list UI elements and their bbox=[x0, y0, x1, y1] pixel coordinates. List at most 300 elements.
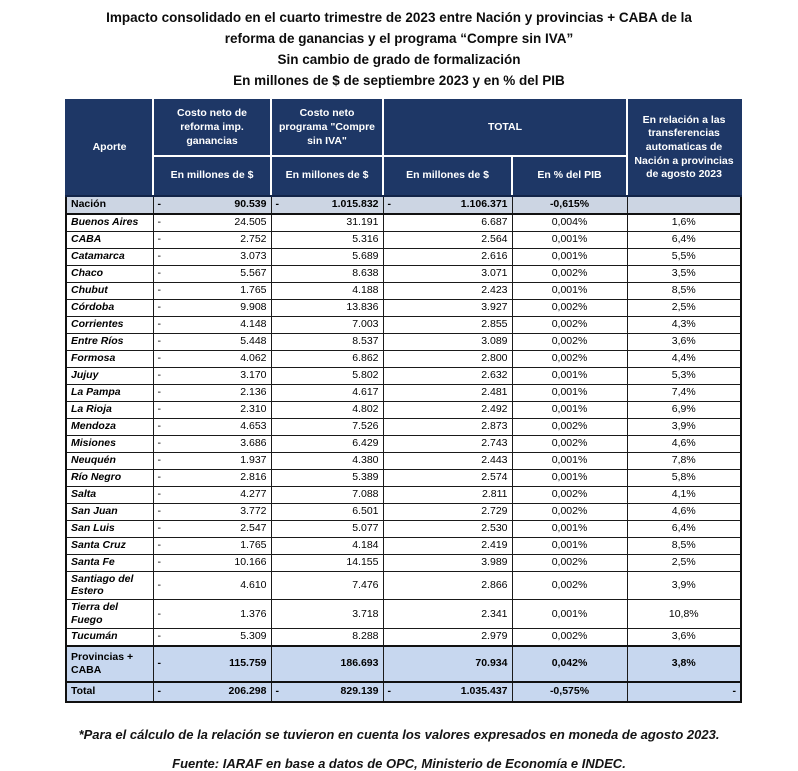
row-label: Córdoba bbox=[66, 299, 153, 316]
cell-relacion: 6,4% bbox=[627, 520, 741, 537]
negative-sign: - bbox=[157, 318, 161, 331]
value: 1.015.832 bbox=[331, 198, 379, 211]
value-wrap bbox=[158, 267, 267, 280]
cell-pib: 0,001% bbox=[512, 452, 627, 469]
cell-ganancias bbox=[153, 469, 271, 486]
cell-ganancias bbox=[153, 486, 271, 503]
negative-sign: - bbox=[157, 352, 161, 365]
value-wrap bbox=[158, 301, 267, 314]
value-wrap bbox=[388, 657, 508, 670]
value-wrap bbox=[158, 579, 267, 592]
table-row bbox=[66, 248, 741, 265]
negative-sign: - bbox=[157, 539, 161, 552]
cell-pib: 0,002% bbox=[512, 435, 627, 452]
row-label: Tucumán bbox=[66, 628, 153, 646]
value-wrap bbox=[276, 579, 379, 592]
cell-iva bbox=[271, 571, 383, 600]
value-wrap bbox=[388, 420, 508, 433]
cell-iva bbox=[271, 384, 383, 401]
table-row bbox=[66, 333, 741, 350]
value: 6.501 bbox=[352, 505, 379, 518]
row-label: Mendoza bbox=[66, 418, 153, 435]
row-label: Chaco bbox=[66, 265, 153, 282]
cell-total bbox=[383, 554, 512, 571]
table-row bbox=[66, 367, 741, 384]
report-subtitle-formalizacion: Sin cambio de grado de formalización bbox=[277, 51, 521, 67]
value-wrap bbox=[158, 420, 267, 433]
value: 90.539 bbox=[234, 198, 267, 211]
value-wrap bbox=[388, 233, 508, 246]
cell-relacion: 7,8% bbox=[627, 452, 741, 469]
value-wrap bbox=[276, 301, 379, 314]
value-wrap bbox=[276, 386, 379, 399]
value: 4.277 bbox=[240, 488, 267, 501]
value: 2.547 bbox=[240, 522, 267, 535]
value: 3.989 bbox=[481, 556, 508, 569]
row-label: Catamarca bbox=[66, 248, 153, 265]
value: 5.448 bbox=[240, 335, 267, 348]
value-wrap bbox=[158, 437, 267, 450]
value-wrap bbox=[388, 437, 508, 450]
value-wrap bbox=[276, 539, 379, 552]
value: 4.380 bbox=[352, 454, 379, 467]
cell-pib: 0,002% bbox=[512, 418, 627, 435]
value-wrap bbox=[158, 685, 267, 698]
cell-relacion: 4,6% bbox=[627, 435, 741, 452]
value: 6.429 bbox=[352, 437, 379, 450]
cell-total bbox=[383, 333, 512, 350]
row-label: La Rioja bbox=[66, 401, 153, 418]
value-wrap bbox=[276, 437, 379, 450]
cell-iva bbox=[271, 503, 383, 520]
row-label: Santa Cruz bbox=[66, 537, 153, 554]
value: 2.979 bbox=[481, 630, 508, 643]
value: 5.309 bbox=[240, 630, 267, 643]
negative-sign: - bbox=[157, 471, 161, 484]
value: 3.686 bbox=[240, 437, 267, 450]
value: 70.934 bbox=[475, 657, 508, 670]
value-wrap bbox=[276, 403, 379, 416]
cell-pib: 0,001% bbox=[512, 367, 627, 384]
cell-relacion: - bbox=[627, 682, 741, 702]
cell-ganancias bbox=[153, 248, 271, 265]
cell-relacion: 6,4% bbox=[627, 231, 741, 248]
negative-sign: - bbox=[157, 250, 161, 263]
value-wrap bbox=[388, 608, 508, 621]
value-wrap bbox=[388, 579, 508, 592]
value: 2.136 bbox=[240, 386, 267, 399]
impact-table bbox=[65, 99, 742, 703]
negative-sign: - bbox=[157, 657, 161, 670]
value-wrap bbox=[158, 284, 267, 297]
cell-relacion: 5,3% bbox=[627, 367, 741, 384]
negative-sign: - bbox=[157, 284, 161, 297]
value: 3.927 bbox=[481, 301, 508, 314]
value-wrap bbox=[158, 522, 267, 535]
value: 829.139 bbox=[340, 685, 379, 698]
subheader-pib: En % del PIB bbox=[512, 156, 627, 196]
negative-sign: - bbox=[275, 685, 279, 698]
cell-total bbox=[383, 350, 512, 367]
value-wrap bbox=[388, 267, 508, 280]
negative-sign: - bbox=[157, 522, 161, 535]
cell-ganancias bbox=[153, 384, 271, 401]
footnote-fuente: Fuente: IARAF en base a datos de OPC, Ministerio de Economía e INDEC. bbox=[172, 755, 626, 771]
cell-total bbox=[383, 469, 512, 486]
cell-iva bbox=[271, 196, 383, 214]
cell-iva bbox=[271, 350, 383, 367]
cell-iva bbox=[271, 628, 383, 646]
table-row bbox=[66, 503, 741, 520]
cell-pib: 0,001% bbox=[512, 384, 627, 401]
cell-total bbox=[383, 265, 512, 282]
cell-iva bbox=[271, 537, 383, 554]
cell-relacion: 3,6% bbox=[627, 628, 741, 646]
cell-ganancias bbox=[153, 350, 271, 367]
negative-sign: - bbox=[157, 420, 161, 433]
table-row bbox=[66, 628, 741, 646]
cell-total bbox=[383, 248, 512, 265]
cell-relacion: 7,4% bbox=[627, 384, 741, 401]
report-subtitle-unidades: En millones de $ de septiembre 2023 y en % del PIB bbox=[233, 72, 565, 88]
row-label: Misiones bbox=[66, 435, 153, 452]
value-wrap bbox=[388, 284, 508, 297]
cell-iva bbox=[271, 231, 383, 248]
cell-pib: 0,002% bbox=[512, 571, 627, 600]
cell-iva bbox=[271, 333, 383, 350]
row-label: Tierra del Fuego bbox=[66, 600, 153, 629]
cell-iva bbox=[271, 435, 383, 452]
value-wrap bbox=[388, 318, 508, 331]
value-wrap bbox=[276, 630, 379, 643]
row-label: Formosa bbox=[66, 350, 153, 367]
cell-total bbox=[383, 600, 512, 629]
value-wrap bbox=[276, 522, 379, 535]
cell-pib: 0,002% bbox=[512, 299, 627, 316]
value: 2.873 bbox=[481, 420, 508, 433]
value: 2.530 bbox=[481, 522, 508, 535]
cell-pib: -0,575% bbox=[512, 682, 627, 702]
cell-total bbox=[383, 646, 512, 682]
footnote-calculo: *Para el cálculo de la relación se tuvieron en cuenta los valores expresados en moneda de agosto 2023. bbox=[78, 726, 720, 742]
cell-ganancias bbox=[153, 196, 271, 214]
table-row bbox=[66, 350, 741, 367]
cell-total bbox=[383, 486, 512, 503]
value: 2.729 bbox=[481, 505, 508, 518]
table-row bbox=[66, 401, 741, 418]
header-iva: Costo neto programa "Compre sin IVA" bbox=[271, 100, 383, 156]
cell-relacion: 5,8% bbox=[627, 469, 741, 486]
value: 7.526 bbox=[352, 420, 379, 433]
negative-sign: - bbox=[157, 386, 161, 399]
value-wrap bbox=[388, 250, 508, 263]
cell-relacion: 4,4% bbox=[627, 350, 741, 367]
negative-sign: - bbox=[157, 607, 161, 620]
cell-iva bbox=[271, 316, 383, 333]
value: 14.155 bbox=[346, 556, 379, 569]
value-wrap bbox=[158, 403, 267, 416]
cell-iva bbox=[271, 214, 383, 232]
cell-iva bbox=[271, 486, 383, 503]
negative-sign: - bbox=[157, 685, 161, 698]
value: 2.492 bbox=[481, 403, 508, 416]
cell-pib: 0,001% bbox=[512, 248, 627, 265]
value-wrap bbox=[388, 539, 508, 552]
value-wrap bbox=[276, 216, 379, 229]
value-wrap bbox=[388, 216, 508, 229]
value: 2.341 bbox=[481, 607, 508, 620]
cell-relacion: 3,8% bbox=[627, 646, 741, 682]
value-wrap bbox=[158, 250, 267, 263]
value-wrap bbox=[388, 198, 508, 211]
row-label: Jujuy bbox=[66, 367, 153, 384]
value-wrap bbox=[158, 369, 267, 382]
row-label: Salta bbox=[66, 486, 153, 503]
cell-relacion: 5,5% bbox=[627, 248, 741, 265]
value: 186.693 bbox=[340, 657, 379, 670]
negative-sign: - bbox=[157, 454, 161, 467]
value-wrap bbox=[276, 505, 379, 518]
value: 2.423 bbox=[481, 284, 508, 297]
value-wrap bbox=[276, 556, 379, 569]
cell-ganancias bbox=[153, 628, 271, 646]
cell-ganancias bbox=[153, 401, 271, 418]
table-body bbox=[66, 196, 741, 702]
row-label: Chubut bbox=[66, 282, 153, 299]
value: 9.908 bbox=[240, 301, 267, 314]
value: 4.610 bbox=[240, 579, 267, 592]
table-row bbox=[66, 554, 741, 571]
cell-relacion: 4,1% bbox=[627, 486, 741, 503]
cell-total bbox=[383, 214, 512, 232]
value-wrap bbox=[276, 420, 379, 433]
value: 4.617 bbox=[352, 386, 379, 399]
row-label: San Luis bbox=[66, 520, 153, 537]
value: 3.071 bbox=[481, 267, 508, 280]
value: 3.073 bbox=[240, 250, 267, 263]
cell-relacion: 2,5% bbox=[627, 554, 741, 571]
row-label: Provincias + CABA bbox=[66, 646, 153, 682]
value: 115.759 bbox=[229, 657, 267, 670]
cell-pib: 0,001% bbox=[512, 401, 627, 418]
value: 2.574 bbox=[481, 471, 508, 484]
subheader-millones-total: En millones de $ bbox=[383, 156, 512, 196]
negative-sign: - bbox=[157, 301, 161, 314]
value: 3.170 bbox=[240, 369, 267, 382]
negative-sign: - bbox=[387, 685, 391, 698]
cell-iva bbox=[271, 367, 383, 384]
value: 5.567 bbox=[240, 267, 267, 280]
cell-total bbox=[383, 452, 512, 469]
value: 7.476 bbox=[352, 579, 379, 592]
table-row bbox=[66, 282, 741, 299]
cell-relacion: 4,6% bbox=[627, 503, 741, 520]
cell-ganancias bbox=[153, 520, 271, 537]
cell-ganancias bbox=[153, 316, 271, 333]
value: 3.089 bbox=[481, 335, 508, 348]
value: 1.035.437 bbox=[460, 685, 508, 698]
cell-relacion: 8,5% bbox=[627, 282, 741, 299]
row-label: Río Negro bbox=[66, 469, 153, 486]
value-wrap bbox=[158, 630, 267, 643]
value-wrap bbox=[388, 505, 508, 518]
cell-ganancias bbox=[153, 452, 271, 469]
negative-sign: - bbox=[157, 233, 161, 246]
value-wrap bbox=[276, 454, 379, 467]
value: 2.800 bbox=[481, 352, 508, 365]
value: 2.310 bbox=[240, 403, 267, 416]
negative-sign: - bbox=[157, 630, 161, 643]
value: 1.937 bbox=[240, 454, 267, 467]
value-wrap bbox=[276, 250, 379, 263]
value: 4.802 bbox=[352, 403, 379, 416]
value: 5.389 bbox=[352, 471, 379, 484]
cell-pib: 0,002% bbox=[512, 554, 627, 571]
value: 4.188 bbox=[352, 284, 379, 297]
negative-sign: - bbox=[157, 403, 161, 416]
value: 2.481 bbox=[481, 386, 508, 399]
value-wrap bbox=[276, 369, 379, 382]
value: 2.632 bbox=[481, 369, 508, 382]
value-wrap bbox=[388, 556, 508, 569]
cell-ganancias bbox=[153, 571, 271, 600]
value: 2.811 bbox=[482, 488, 508, 501]
value: 1.106.371 bbox=[460, 198, 508, 211]
cell-relacion: 3,5% bbox=[627, 265, 741, 282]
negative-sign: - bbox=[157, 267, 161, 280]
cell-ganancias bbox=[153, 282, 271, 299]
cell-pib: 0,001% bbox=[512, 537, 627, 554]
row-label: San Juan bbox=[66, 503, 153, 520]
cell-iva bbox=[271, 600, 383, 629]
value-wrap bbox=[388, 403, 508, 416]
value: 6.862 bbox=[352, 352, 379, 365]
value-wrap bbox=[158, 608, 267, 621]
cell-pib: 0,001% bbox=[512, 282, 627, 299]
value: 7.003 bbox=[352, 318, 379, 331]
subheader-millones-iva: En millones de $ bbox=[271, 156, 383, 196]
cell-total bbox=[383, 418, 512, 435]
value-wrap bbox=[158, 539, 267, 552]
table-row bbox=[66, 452, 741, 469]
header-total: TOTAL bbox=[383, 100, 627, 156]
value-wrap bbox=[158, 198, 267, 211]
negative-sign: - bbox=[157, 437, 161, 450]
negative-sign: - bbox=[275, 198, 279, 211]
cell-total bbox=[383, 384, 512, 401]
cell-iva bbox=[271, 299, 383, 316]
value-wrap bbox=[158, 233, 267, 246]
cell-relacion: 1,6% bbox=[627, 214, 741, 232]
table-row bbox=[66, 682, 741, 702]
value: 4.184 bbox=[352, 539, 379, 552]
value: 2.816 bbox=[240, 471, 267, 484]
cell-relacion: 10,8% bbox=[627, 600, 741, 629]
cell-pib: 0,002% bbox=[512, 486, 627, 503]
cell-relacion bbox=[627, 196, 741, 214]
cell-total bbox=[383, 537, 512, 554]
value-wrap bbox=[158, 488, 267, 501]
cell-iva bbox=[271, 282, 383, 299]
value-wrap bbox=[158, 556, 267, 569]
cell-iva bbox=[271, 554, 383, 571]
subheader-millones-ganancias: En millones de $ bbox=[153, 156, 271, 196]
value: 8.638 bbox=[352, 267, 379, 280]
cell-ganancias bbox=[153, 214, 271, 232]
value: 1.765 bbox=[240, 539, 267, 552]
cell-iva bbox=[271, 520, 383, 537]
cell-relacion: 2,5% bbox=[627, 299, 741, 316]
value-wrap bbox=[158, 471, 267, 484]
cell-ganancias bbox=[153, 537, 271, 554]
table-row bbox=[66, 537, 741, 554]
cell-ganancias bbox=[153, 682, 271, 702]
value-wrap bbox=[388, 471, 508, 484]
value: 2.443 bbox=[481, 454, 508, 467]
report-title-line-2: reforma de ganancias y el programa “Compre sin IVA” bbox=[224, 30, 574, 46]
value: 31.191 bbox=[346, 216, 379, 229]
value: 5.802 bbox=[352, 369, 379, 382]
value-wrap bbox=[276, 318, 379, 331]
value-wrap bbox=[276, 488, 379, 501]
table-row bbox=[66, 486, 741, 503]
value-wrap bbox=[276, 198, 379, 211]
value: 1.376 bbox=[240, 607, 267, 620]
cell-total bbox=[383, 231, 512, 248]
value-wrap bbox=[276, 335, 379, 348]
value-wrap bbox=[158, 318, 267, 331]
cell-pib: 0,004% bbox=[512, 214, 627, 232]
value-wrap bbox=[388, 522, 508, 535]
cell-pib: 0,001% bbox=[512, 469, 627, 486]
header-aporte: Aporte bbox=[66, 100, 153, 196]
value: 2.866 bbox=[481, 579, 508, 592]
cell-relacion: 6,9% bbox=[627, 401, 741, 418]
negative-sign: - bbox=[157, 335, 161, 348]
report-header bbox=[0, 8, 798, 92]
negative-sign: - bbox=[387, 198, 391, 211]
negative-sign: - bbox=[157, 216, 161, 229]
cell-ganancias bbox=[153, 554, 271, 571]
value: 2.743 bbox=[481, 437, 508, 450]
value-wrap bbox=[158, 352, 267, 365]
cell-iva bbox=[271, 682, 383, 702]
cell-pib: 0,002% bbox=[512, 265, 627, 282]
value: 8.288 bbox=[352, 630, 379, 643]
value-wrap bbox=[158, 505, 267, 518]
value-wrap bbox=[276, 685, 379, 698]
table-header bbox=[66, 100, 741, 196]
cell-iva bbox=[271, 401, 383, 418]
value: 2.616 bbox=[481, 250, 508, 263]
value-wrap bbox=[276, 352, 379, 365]
value-wrap bbox=[276, 608, 379, 621]
negative-sign: - bbox=[157, 369, 161, 382]
cell-ganancias bbox=[153, 367, 271, 384]
value-wrap bbox=[158, 454, 267, 467]
cell-iva bbox=[271, 452, 383, 469]
table-row bbox=[66, 520, 741, 537]
value-wrap bbox=[388, 454, 508, 467]
cell-relacion: 3,6% bbox=[627, 333, 741, 350]
cell-iva bbox=[271, 248, 383, 265]
table-row bbox=[66, 316, 741, 333]
cell-total bbox=[383, 571, 512, 600]
table-row bbox=[66, 265, 741, 282]
value-wrap bbox=[388, 488, 508, 501]
value-wrap bbox=[276, 471, 379, 484]
cell-total bbox=[383, 435, 512, 452]
